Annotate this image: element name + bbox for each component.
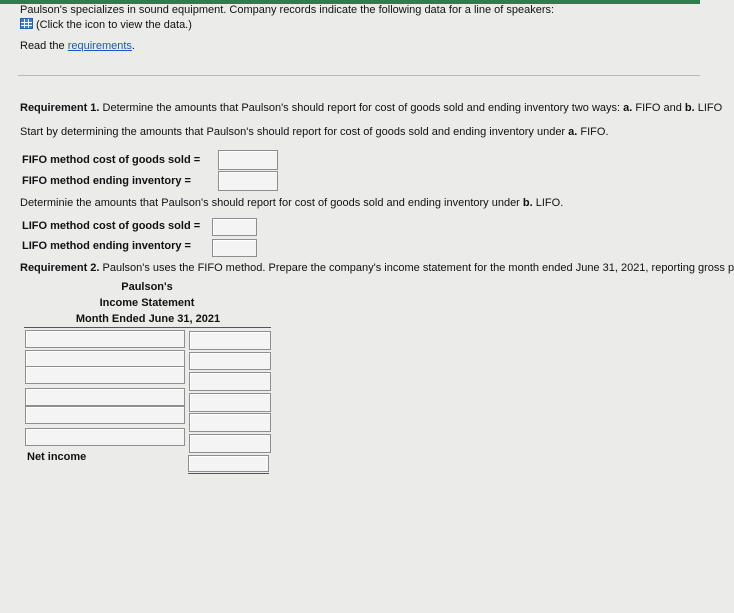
- fifo-cogs-label: FIFO method cost of goods sold =: [22, 154, 201, 166]
- fifo-ending-inventory-input[interactable]: [218, 171, 278, 191]
- req1-a: a.: [623, 102, 633, 114]
- net-income-amount[interactable]: [188, 455, 269, 472]
- statement-company: Paulson's: [121, 281, 173, 293]
- net-income-label: Net income: [27, 451, 87, 463]
- income-row-3-amount[interactable]: [189, 372, 271, 391]
- intro-text: Paulson's specializes in sound equipment. Company records indicate the following data for a line of speakers:: [20, 4, 555, 16]
- req2-heading: Requirement 2.: [20, 262, 100, 274]
- fifo-instr-a: a.: [568, 126, 578, 138]
- requirements-row: [20, 40, 135, 52]
- income-row-2-amount[interactable]: [189, 352, 271, 370]
- income-row-1-label[interactable]: [25, 330, 185, 348]
- view-data-row[interactable]: [20, 18, 192, 31]
- lifo-instr-b: b.: [522, 197, 533, 209]
- requirements-link[interactable]: requirements: [67, 40, 132, 52]
- section-divider: [18, 75, 700, 76]
- period-text: .: [131, 40, 135, 52]
- problem-intro: [20, 4, 554, 16]
- income-row-4-amount[interactable]: [189, 393, 271, 412]
- lifo-ending-inventory-label: LIFO method ending inventory =: [22, 240, 191, 252]
- income-row-4-label[interactable]: [25, 388, 185, 406]
- view-data-text: (Click the icon to view the data.): [36, 19, 192, 31]
- lifo-ending-inventory-input[interactable]: [212, 239, 257, 257]
- lifo-instr-text: Determinie the amounts that Paulson's should report for cost of goods sold and ending inventory under: [20, 197, 523, 209]
- fifo-ending-inventory-label: FIFO method ending inventory =: [22, 175, 191, 187]
- lifo-cogs-label: LIFO method cost of goods sold =: [22, 220, 201, 232]
- requirement-2: [20, 262, 734, 274]
- net-income-double-rule: [188, 473, 269, 474]
- fifo-instr-end: FIFO.: [577, 126, 609, 138]
- income-row-6-amount[interactable]: [189, 434, 271, 453]
- req1-b: b.: [684, 102, 695, 114]
- table-grid-icon[interactable]: [20, 18, 33, 29]
- fifo-instr-text: Start by determining the amounts that Paulson's should report for cost of goods sold and ending inventory under: [20, 126, 569, 138]
- income-row-5-label[interactable]: [25, 406, 185, 424]
- statement-title: Income Statement: [99, 297, 195, 309]
- statement-header-rule: [24, 327, 271, 328]
- income-row-3-label[interactable]: [25, 366, 185, 384]
- fifo-instructions: [20, 126, 609, 138]
- lifo-instr-end: LIFO.: [532, 197, 564, 209]
- requirement-1: [20, 102, 722, 114]
- req1-fifo: FIFO and: [632, 102, 685, 114]
- req2-text: Paulson's uses the FIFO method. Prepare the company's income statement for the month ended June 31, 2021, reporting gross p: [99, 262, 734, 274]
- req1-lifo: LIFO: [694, 102, 723, 114]
- req1-text: Determine the amounts that Paulson's should report for cost of goods sold and ending inventory two ways:: [99, 102, 624, 114]
- req1-heading: Requirement 1.: [20, 102, 100, 114]
- lifo-instructions: [20, 197, 563, 209]
- income-row-1-amount[interactable]: [189, 331, 271, 350]
- lifo-cogs-input[interactable]: [212, 218, 257, 236]
- fifo-cogs-input[interactable]: [218, 150, 278, 170]
- statement-period: Month Ended June 31, 2021: [75, 313, 221, 325]
- read-the-text: Read the: [20, 40, 68, 52]
- income-row-6-label[interactable]: [25, 428, 185, 446]
- income-row-5-amount[interactable]: [189, 413, 271, 432]
